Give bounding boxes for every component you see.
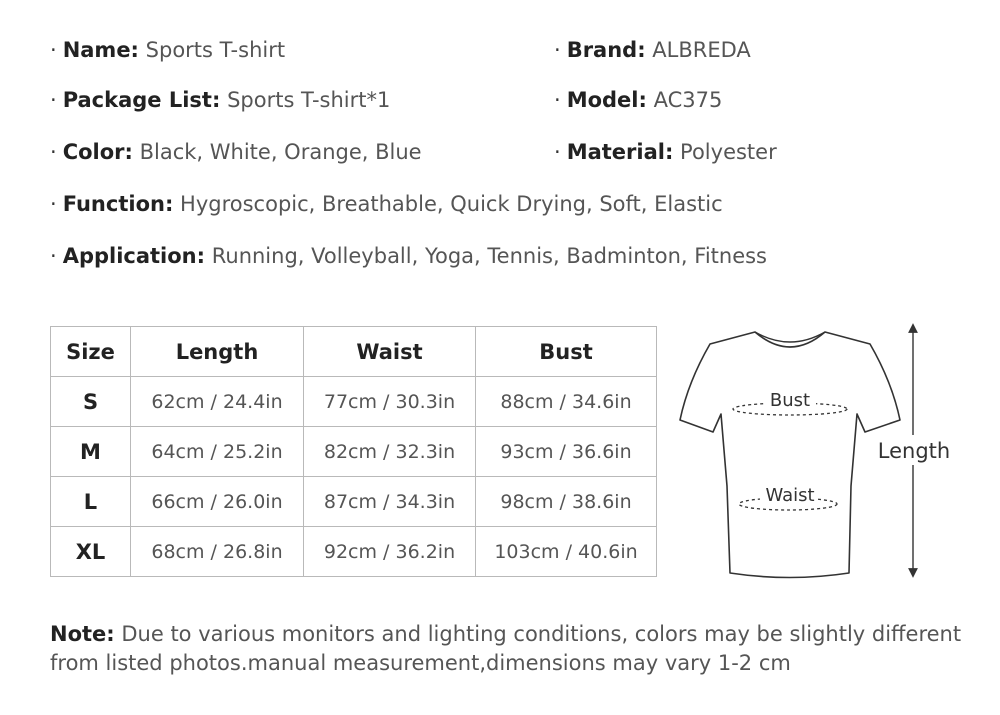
table-row	[51, 527, 657, 577]
spec-model	[554, 87, 722, 113]
bullet: ·	[554, 88, 561, 112]
table-row	[51, 477, 657, 527]
note-text: Due to various monitors and lighting conditions, colors may be slightly different from listed photos.manual measurement,dimensions may vary 1-2 cm	[50, 622, 962, 675]
bullet: ·	[554, 38, 561, 62]
bust-label: Bust	[769, 390, 811, 411]
length-cell: 62cm / 24.4in	[131, 377, 304, 427]
spec-color-value: Black, White, Orange, Blue	[139, 140, 422, 164]
spec-application	[50, 243, 767, 269]
spec-function-label: Function:	[62, 192, 174, 216]
bullet: ·	[50, 88, 57, 112]
spec-package-label: Package List:	[62, 88, 221, 112]
header-size: Size	[51, 327, 131, 377]
size-chart-table	[50, 326, 657, 577]
spec-model-label: Model:	[566, 88, 647, 112]
bullet: ·	[50, 140, 57, 164]
bullet: ·	[50, 192, 57, 216]
length-label: Length	[877, 439, 951, 463]
bullet: ·	[50, 244, 57, 268]
waist-cell: 77cm / 30.3in	[304, 377, 476, 427]
bullet: ·	[554, 140, 561, 164]
spec-name-value: Sports T-shirt	[145, 38, 286, 62]
spec-function	[50, 191, 723, 217]
size-cell: XL	[51, 527, 131, 577]
header-bust: Bust	[476, 327, 657, 377]
spec-material-value: Polyester	[680, 140, 777, 164]
bust-cell: 98cm / 38.6in	[476, 477, 657, 527]
disclaimer-note	[50, 620, 970, 678]
header-length: Length	[131, 327, 304, 377]
bullet: ·	[50, 38, 57, 62]
length-cell: 66cm / 26.0in	[131, 477, 304, 527]
length-cell: 64cm / 25.2in	[131, 427, 304, 477]
spec-name	[50, 37, 285, 63]
spec-color-label: Color:	[62, 140, 133, 164]
spec-package	[50, 87, 390, 113]
table-row	[51, 377, 657, 427]
spec-brand-label: Brand:	[566, 38, 646, 62]
spec-brand	[554, 37, 751, 63]
spec-application-value: Running, Volleyball, Yoga, Tennis, Badminton, Fitness	[211, 244, 767, 268]
size-cell: L	[51, 477, 131, 527]
table-header-row	[51, 327, 657, 377]
waist-cell: 87cm / 34.3in	[304, 477, 476, 527]
spec-material-label: Material:	[566, 140, 674, 164]
spec-brand-value: ALBREDA	[652, 38, 751, 62]
waist-label: Waist	[765, 485, 815, 506]
spec-function-value: Hygroscopic, Breathable, Quick Drying, Soft, Elastic	[180, 192, 723, 216]
bust-cell: 103cm / 40.6in	[476, 527, 657, 577]
waist-cell: 92cm / 36.2in	[304, 527, 476, 577]
bust-cell: 93cm / 36.6in	[476, 427, 657, 477]
spec-package-value: Sports T-shirt*1	[227, 88, 391, 112]
waist-cell: 82cm / 32.3in	[304, 427, 476, 477]
spec-material	[554, 139, 777, 165]
table-row	[51, 427, 657, 477]
spec-color	[50, 139, 422, 165]
spec-model-value: AC375	[653, 88, 723, 112]
tshirt-measurement-diagram	[670, 318, 970, 583]
note-label: Note:	[50, 622, 115, 646]
spec-application-label: Application:	[62, 244, 206, 268]
spec-name-label: Name:	[62, 38, 139, 62]
header-waist: Waist	[304, 327, 476, 377]
length-cell: 68cm / 26.8in	[131, 527, 304, 577]
size-cell: S	[51, 377, 131, 427]
tshirt-outline-icon	[680, 332, 900, 578]
size-cell: M	[51, 427, 131, 477]
bust-cell: 88cm / 34.6in	[476, 377, 657, 427]
